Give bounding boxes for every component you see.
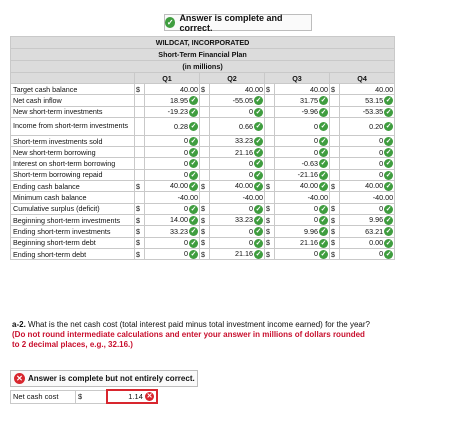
row-label: Minimum cash balance [11, 192, 135, 203]
cell-value: 0 [379, 136, 384, 146]
value-cell[interactable] [210, 135, 265, 146]
cell-value: 0 [249, 204, 253, 214]
cell-value: 33.23 [235, 215, 253, 225]
value-cell[interactable] [145, 214, 200, 225]
dollar-sign: $ [200, 237, 210, 248]
cell-value: 21.16 [300, 237, 318, 247]
quarter-header-q4: Q4 [330, 73, 395, 84]
value-cell [275, 192, 330, 203]
value-cell[interactable] [275, 135, 330, 146]
dollar-sign: $ [135, 237, 145, 248]
dollar-sign [330, 117, 340, 135]
cell-value: 0 [379, 170, 384, 180]
cell-value: 40.00 [300, 181, 318, 191]
dollar-sign: $ [265, 181, 275, 192]
company-name: WILDCAT, INCORPORATED [11, 37, 395, 49]
question-number: a-2. [12, 320, 26, 329]
value-cell [275, 84, 330, 95]
dollar-sign [200, 147, 210, 158]
dollar-sign: $ [265, 84, 275, 95]
cell-value: 0 [379, 147, 384, 157]
check-circle-icon: ✓ [190, 123, 197, 131]
quarter-header-q3: Q3 [265, 73, 330, 84]
dollar-sign [265, 147, 275, 158]
row-label: Ending cash balance [11, 181, 135, 192]
cell-value: 0 [379, 204, 384, 214]
check-circle-icon: ✓ [190, 228, 197, 236]
value-cell[interactable] [145, 135, 200, 146]
check-circle-icon: ✓ [190, 108, 197, 116]
cell-value: 40.00 [245, 84, 263, 94]
check-circle-icon: ✓ [320, 228, 327, 236]
cell-value: 0.28 [174, 121, 188, 131]
dollar-sign [265, 158, 275, 169]
check-circle-icon: ✓ [190, 239, 197, 247]
cell-value: 14.00 [170, 215, 188, 225]
dollar-sign: $ [330, 84, 340, 95]
check-circle-icon: ✓ [385, 228, 392, 236]
dollar-sign: $ [200, 226, 210, 237]
cell-value: 33.23 [235, 136, 253, 146]
dollar-sign [135, 106, 145, 117]
check-circle-icon: ✓ [190, 137, 197, 145]
row-label: Target cash balance [11, 84, 135, 95]
cell-value: 40.00 [310, 84, 328, 94]
cell-value: 0 [314, 215, 318, 225]
check-circle-icon: ✓ [255, 228, 262, 236]
value-cell[interactable] [340, 95, 395, 106]
check-circle-icon: ✓ [385, 171, 392, 179]
dollar-sign: $ [200, 248, 210, 259]
value-cell[interactable] [340, 135, 395, 146]
dollar-sign [330, 147, 340, 158]
dollar-sign: $ [135, 84, 145, 95]
cell-value: -55.05 [232, 95, 253, 105]
value-cell[interactable] [210, 106, 265, 117]
check-circle-icon: ✓ [385, 216, 392, 224]
dollar-sign [330, 95, 340, 106]
dollar-sign: $ [200, 84, 210, 95]
check-circle-icon: ✓ [255, 171, 262, 179]
quarter-header-q1: Q1 [135, 73, 200, 84]
table-row [11, 84, 395, 95]
value-cell [145, 84, 200, 95]
check-circle-icon: ✓ [320, 137, 327, 145]
table-row [11, 117, 395, 135]
check-circle-icon: ✓ [190, 160, 197, 168]
dollar-sign [200, 169, 210, 180]
table-row [11, 237, 395, 248]
x-circle-icon: ✕ [14, 373, 25, 384]
check-circle-icon: ✓ [320, 171, 327, 179]
check-circle-icon: ✓ [190, 216, 197, 224]
dollar-sign: $ [200, 214, 210, 225]
check-circle-icon: ✓ [385, 239, 392, 247]
label-header [11, 73, 135, 84]
x-circle-icon: ✕ [146, 393, 153, 401]
cell-value: 0 [184, 204, 188, 214]
cell-value: -40.00 [307, 193, 328, 203]
dollar-sign [330, 169, 340, 180]
table-row [11, 181, 395, 192]
value-cell[interactable] [340, 203, 395, 214]
table-row [11, 135, 395, 146]
row-label: Short-term borrowing repaid [11, 169, 135, 180]
net-cash-cost-table [10, 389, 158, 404]
cell-value: 63.21 [365, 226, 384, 236]
cell-value: 40.00 [180, 84, 198, 94]
value-cell[interactable] [145, 117, 200, 135]
dollar-sign [200, 95, 210, 106]
value-cell[interactable] [340, 158, 395, 169]
check-circle-icon: ✓ [385, 108, 392, 116]
value-cell[interactable] [275, 95, 330, 106]
table-row [11, 192, 395, 203]
check-circle-icon: ✓ [385, 183, 392, 191]
cell-value: 21.16 [235, 147, 253, 157]
value-cell[interactable] [275, 169, 330, 180]
check-circle-icon: ✓ [385, 205, 392, 213]
check-circle-icon: ✓ [190, 97, 197, 105]
value-cell[interactable] [210, 203, 265, 214]
check-circle-icon: ✓ [255, 239, 262, 247]
dollar-sign [265, 169, 275, 180]
cell-value: 0 [184, 158, 188, 168]
cell-value: -19.23 [167, 106, 188, 116]
cell-value: 0 [379, 158, 384, 168]
check-circle-icon: ✓ [320, 97, 327, 105]
value-cell [145, 192, 200, 203]
value-cell[interactable] [210, 248, 265, 259]
value-cell[interactable] [340, 117, 395, 135]
cell-value: 0 [184, 136, 188, 146]
check-circle-icon: ✓ [385, 160, 392, 168]
row-label: Net cash inflow [11, 95, 135, 106]
value-cell [210, 192, 265, 203]
check-circle-icon: ✓ [255, 250, 262, 258]
check-circle-icon: ✓ [385, 137, 392, 145]
value-cell[interactable] [210, 158, 265, 169]
cell-value: 0 [184, 170, 188, 180]
check-circle-icon: ✓ [255, 183, 262, 191]
cell-value: 0 [314, 147, 318, 157]
value-cell[interactable] [145, 106, 200, 117]
cell-value: 31.75 [300, 95, 318, 105]
table-row [11, 95, 395, 106]
answer-partial-text: Answer is complete but not entirely correct. [28, 374, 195, 383]
dollar-sign: $ [135, 226, 145, 237]
unit-label: (in millions) [11, 61, 395, 73]
value-cell[interactable] [210, 147, 265, 158]
dollar-sign [265, 95, 275, 106]
dollar-sign [135, 117, 145, 135]
answer-partial-banner [10, 370, 198, 387]
check-circle-icon: ✓ [385, 123, 392, 131]
dollar-sign: $ [330, 181, 340, 192]
dollar-sign [200, 158, 210, 169]
row-label: Income from short-term investments [11, 117, 135, 135]
check-circle-icon: ✓ [255, 97, 262, 105]
dollar-sign [135, 95, 145, 106]
cell-value: 40.00 [365, 181, 384, 191]
check-circle-icon: ✓ [255, 137, 262, 145]
dollar-sign: $ [265, 226, 275, 237]
row-label: New short-term investments [11, 106, 135, 117]
cell-value: 40.00 [235, 181, 253, 191]
dollar-sign: $ [330, 203, 340, 214]
value-cell[interactable] [145, 169, 200, 180]
check-circle-icon: ✓ [385, 97, 392, 105]
cell-value: -40.00 [372, 193, 394, 203]
cell-value: 33.23 [170, 226, 188, 236]
check-circle-icon: ✓ [320, 216, 327, 224]
value-cell[interactable] [275, 117, 330, 135]
cell-value: 0 [314, 204, 318, 214]
value-cell[interactable] [340, 237, 395, 248]
question-instruction: (Do not round intermediate calculations and enter your answer in millions of dollars rounded to 2 decimal places, e.g., 32.16.) [12, 330, 365, 349]
dollar-sign: $ [200, 181, 210, 192]
check-circle-icon: ✓ [255, 205, 262, 213]
table-row [11, 158, 395, 169]
check-circle-icon: ✓ [320, 205, 327, 213]
cell-value: 40.00 [375, 84, 394, 94]
cell-value: 0 [314, 121, 318, 131]
check-circle-icon: ✓ [255, 123, 262, 131]
dollar-sign: $ [265, 237, 275, 248]
plan-title: Short-Term Financial Plan [11, 49, 395, 61]
check-circle-icon: ✓ [190, 149, 197, 157]
cell-value: 9.96 [369, 215, 384, 225]
dollar-sign [265, 106, 275, 117]
dollar-sign: $ [135, 203, 145, 214]
net-cash-cost-value: 1.14 [128, 391, 143, 401]
cell-value: 40.00 [170, 181, 188, 191]
row-label: Cumulative surplus (deficit) [11, 203, 135, 214]
row-label: Ending short-term debt [11, 248, 135, 259]
value-cell[interactable] [145, 147, 200, 158]
table-row [11, 169, 395, 180]
financial-plan-table [10, 36, 395, 260]
dollar-sign [330, 192, 340, 203]
table-row [11, 106, 395, 117]
cell-value: 0 [379, 249, 384, 259]
net-cash-cost-input[interactable] [107, 390, 157, 403]
value-cell[interactable] [340, 147, 395, 158]
dollar-sign [265, 135, 275, 146]
value-cell[interactable] [210, 237, 265, 248]
check-circle-icon: ✓ [320, 123, 327, 131]
check-circle-icon: ✓ [190, 171, 197, 179]
cell-value: 0 [249, 237, 253, 247]
table-row [11, 248, 395, 259]
value-cell[interactable] [275, 158, 330, 169]
cell-value: 0 [249, 170, 253, 180]
row-label: Beginning short-term investments [11, 214, 135, 225]
dollar-sign [200, 106, 210, 117]
dollar-sign [265, 117, 275, 135]
dollar-sign: $ [330, 237, 340, 248]
row-label: Ending short-term investments [11, 226, 135, 237]
cell-value: 0 [184, 147, 188, 157]
value-cell[interactable] [275, 214, 330, 225]
value-cell[interactable] [340, 248, 395, 259]
check-circle-icon: ✓ [255, 216, 262, 224]
dollar-sign [135, 135, 145, 146]
value-cell[interactable] [145, 226, 200, 237]
dollar-sign [200, 135, 210, 146]
dollar-sign [330, 135, 340, 146]
check-circle-icon: ✓ [255, 160, 262, 168]
question-text: What is the net cash cost (total interest paid minus total investment income earned) for the year? [28, 320, 370, 329]
row-label: New short-term borrowing [11, 147, 135, 158]
dollar-sign: $ [135, 181, 145, 192]
table-row [11, 226, 395, 237]
dollar-sign: $ [76, 390, 108, 403]
cell-value: 0.00 [369, 237, 384, 247]
value-cell[interactable] [275, 237, 330, 248]
check-circle-icon: ✓ [190, 183, 197, 191]
dollar-sign: $ [265, 203, 275, 214]
value-cell[interactable] [145, 203, 200, 214]
value-cell[interactable] [210, 95, 265, 106]
dollar-sign: $ [135, 248, 145, 259]
value-cell[interactable] [340, 106, 395, 117]
quarter-header-q2: Q2 [200, 73, 265, 84]
dollar-sign [135, 169, 145, 180]
dollar-sign: $ [330, 226, 340, 237]
value-cell[interactable] [275, 147, 330, 158]
cell-value: 0 [184, 237, 188, 247]
value-cell[interactable] [275, 181, 330, 192]
check-circle-icon: ✓ [320, 108, 327, 116]
value-cell [210, 84, 265, 95]
dollar-sign: $ [330, 214, 340, 225]
value-cell[interactable] [275, 226, 330, 237]
check-circle-icon: ✓ [320, 183, 327, 191]
value-cell[interactable] [210, 214, 265, 225]
cell-value: -9.96 [301, 106, 318, 116]
dollar-sign: $ [200, 203, 210, 214]
table-row [11, 214, 395, 225]
dollar-sign: $ [135, 214, 145, 225]
value-cell [340, 192, 395, 203]
value-cell [340, 84, 395, 95]
cell-value: 0 [249, 158, 253, 168]
cell-value: 0 [314, 249, 318, 259]
cell-value: 18.95 [170, 95, 188, 105]
value-cell[interactable] [210, 181, 265, 192]
cell-value: 0.20 [369, 121, 384, 131]
value-cell[interactable] [275, 203, 330, 214]
dollar-sign [135, 192, 145, 203]
value-cell[interactable] [210, 169, 265, 180]
cell-value: -40.00 [242, 193, 263, 203]
cell-value: 9.96 [304, 226, 318, 236]
cell-value: -21.16 [297, 170, 318, 180]
check-circle-icon: ✓ [255, 149, 262, 157]
value-cell[interactable] [145, 181, 200, 192]
check-circle-icon: ✓ [320, 239, 327, 247]
dollar-sign [330, 106, 340, 117]
value-cell[interactable] [145, 158, 200, 169]
row-label: Interest on short-term borrowing [11, 158, 135, 169]
cell-value: -53.35 [362, 106, 384, 116]
answer-correct-text: Answer is complete and correct. [179, 12, 283, 33]
value-cell[interactable] [145, 237, 200, 248]
value-cell[interactable] [340, 226, 395, 237]
cell-value: 0.66 [239, 121, 253, 131]
cell-value: 0 [314, 136, 318, 146]
value-cell[interactable] [275, 106, 330, 117]
check-circle-icon: ✓ [385, 149, 392, 157]
value-cell[interactable] [340, 169, 395, 180]
cell-value: -0.63 [301, 158, 318, 168]
check-circle-icon: ✓ [255, 108, 262, 116]
dollar-sign [200, 192, 210, 203]
check-circle-icon: ✓ [385, 250, 392, 258]
value-cell[interactable] [340, 181, 395, 192]
dollar-sign [135, 147, 145, 158]
row-label: Short-term investments sold [11, 135, 135, 146]
cell-value: -40.00 [177, 193, 198, 203]
table-row [11, 147, 395, 158]
dollar-sign [330, 158, 340, 169]
value-cell[interactable] [340, 214, 395, 225]
value-cell[interactable] [210, 226, 265, 237]
check-circle-icon: ✓ [166, 18, 174, 27]
dollar-sign [135, 158, 145, 169]
value-cell[interactable] [145, 95, 200, 106]
table-row [11, 203, 395, 214]
cell-value: 0 [249, 106, 253, 116]
dollar-sign: $ [265, 214, 275, 225]
dollar-sign [200, 117, 210, 135]
check-circle-icon: ✓ [320, 160, 327, 168]
question-a2 [12, 320, 372, 350]
dollar-sign: $ [330, 248, 340, 259]
check-circle-icon: ✓ [320, 250, 327, 258]
value-cell[interactable] [275, 248, 330, 259]
cell-value: 21.16 [235, 249, 253, 259]
cell-value: 0 [184, 249, 188, 259]
check-circle-icon: ✓ [190, 250, 197, 258]
cell-value: 53.15 [365, 95, 384, 105]
check-circle-icon: ✓ [320, 149, 327, 157]
row-label: Beginning short-term debt [11, 237, 135, 248]
dollar-sign: $ [265, 248, 275, 259]
check-circle-icon: ✓ [190, 205, 197, 213]
dollar-sign [265, 192, 275, 203]
cell-value: 0 [249, 226, 253, 236]
net-cash-cost-label: Net cash cost [11, 390, 76, 403]
value-cell[interactable] [145, 248, 200, 259]
answer-correct-banner [164, 14, 312, 31]
value-cell[interactable] [210, 117, 265, 135]
